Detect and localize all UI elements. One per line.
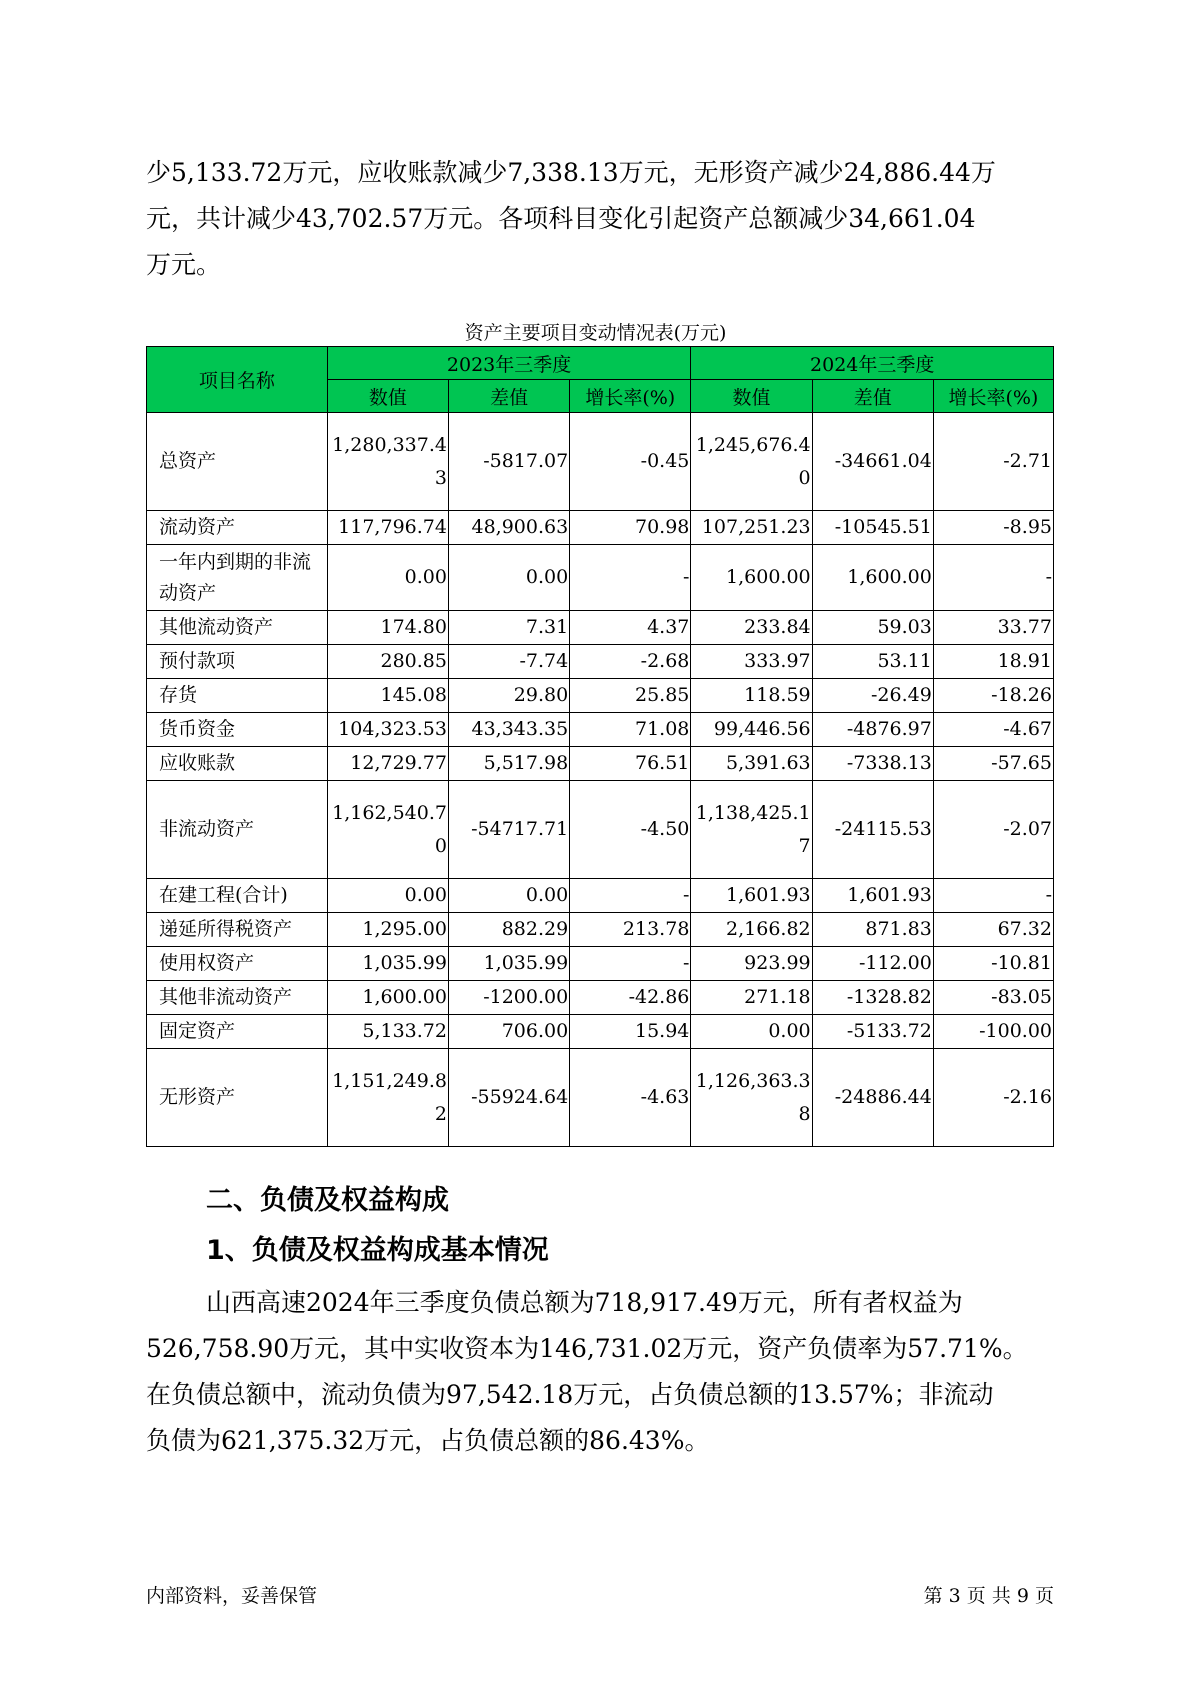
cell-rate-2024: -4.67: [933, 713, 1053, 747]
cell-value-2023: 1,600.00: [327, 981, 448, 1015]
cell-value-2024: 2,166.82: [691, 913, 812, 947]
cell-rate-2024: 18.91: [933, 645, 1053, 679]
cell-diff-2023: 5,517.98: [448, 747, 569, 781]
cell-value-2023: 117,796.74: [327, 511, 448, 545]
subsection-heading: 1、负债及权益构成基本情况: [206, 1235, 549, 1266]
cell-rate-2023: 71.08: [570, 713, 691, 747]
cell-rate-2024: -2.71: [933, 413, 1053, 511]
cell-rate-2024: -: [933, 545, 1053, 611]
cell-rate-2024: -: [933, 879, 1053, 913]
row-name: 递延所得税资产: [147, 913, 328, 947]
table-row: [147, 679, 1054, 713]
intro-line: 万元。: [146, 250, 222, 279]
cell-value-2023: 1,280,337.43: [327, 413, 448, 511]
table-row: [147, 981, 1054, 1015]
row-name: 总资产: [147, 413, 328, 511]
table-row: [147, 947, 1054, 981]
cell-diff-2024: 1,601.93: [812, 879, 933, 913]
row-name: 其他非流动资产: [147, 981, 328, 1015]
row-name: 预付款项: [147, 645, 328, 679]
cell-value-2023: 0.00: [327, 879, 448, 913]
cell-diff-2023: -5817.07: [448, 413, 569, 511]
row-name: 应收账款: [147, 747, 328, 781]
cell-diff-2024: -5133.72: [812, 1015, 933, 1049]
row-name: 使用权资产: [147, 947, 328, 981]
header-period-2023: 2023年三季度: [327, 347, 691, 380]
table-row: [147, 413, 1054, 511]
table-caption: 资产主要项目变动情况表(万元): [464, 322, 727, 344]
footer-note: 内部资料，妥善保管: [146, 1585, 318, 1607]
cell-diff-2023: 43,343.35: [448, 713, 569, 747]
cell-diff-2024: 1,600.00: [812, 545, 933, 611]
cell-diff-2023: 706.00: [448, 1015, 569, 1049]
cell-value-2023: 174.80: [327, 611, 448, 645]
cell-diff-2023: 882.29: [448, 913, 569, 947]
cell-diff-2024: -24115.53: [812, 781, 933, 879]
table-row: [147, 1049, 1054, 1147]
cell-rate-2023: 15.94: [570, 1015, 691, 1049]
header-diff: 差值: [448, 380, 569, 413]
cell-diff-2024: -24886.44: [812, 1049, 933, 1147]
cell-value-2024: 99,446.56: [691, 713, 812, 747]
cell-rate-2023: 76.51: [570, 747, 691, 781]
table-row: [147, 1015, 1054, 1049]
header-period-2024: 2024年三季度: [691, 347, 1054, 380]
cell-rate-2023: -: [570, 545, 691, 611]
row-name: 存货: [147, 679, 328, 713]
intro-line: 元，共计减少43,702.57万元。各项科目变化引起资产总额减少34,661.04: [146, 204, 976, 233]
header-item-name: 项目名称: [147, 347, 328, 413]
cell-value-2024: 118.59: [691, 679, 812, 713]
cell-rate-2024: 33.77: [933, 611, 1053, 645]
cell-value-2024: 1,138,425.17: [691, 781, 812, 879]
cell-diff-2024: -4876.97: [812, 713, 933, 747]
asset-change-table: [146, 346, 1054, 1147]
cell-value-2024: 1,245,676.40: [691, 413, 812, 511]
cell-diff-2024: 59.03: [812, 611, 933, 645]
cell-rate-2023: 213.78: [570, 913, 691, 947]
row-name: 货币资金: [147, 713, 328, 747]
cell-value-2024: 0.00: [691, 1015, 812, 1049]
header-diff: 差值: [812, 380, 933, 413]
cell-rate-2024: -100.00: [933, 1015, 1053, 1049]
row-name: 在建工程(合计): [147, 879, 328, 913]
row-name: 其他流动资产: [147, 611, 328, 645]
cell-diff-2024: -34661.04: [812, 413, 933, 511]
cell-value-2024: 1,126,363.38: [691, 1049, 812, 1147]
row-name: 固定资产: [147, 1015, 328, 1049]
cell-value-2023: 12,729.77: [327, 747, 448, 781]
cell-rate-2023: -2.68: [570, 645, 691, 679]
cell-value-2024: 333.97: [691, 645, 812, 679]
header-value: 数值: [327, 380, 448, 413]
page-number: 第 3 页 共 9 页: [923, 1585, 1054, 1607]
cell-rate-2023: -42.86: [570, 981, 691, 1015]
cell-diff-2024: -26.49: [812, 679, 933, 713]
cell-rate-2024: -57.65: [933, 747, 1053, 781]
liability-line: 山西高速2024年三季度负债总额为718,917.49万元，所有者权益为: [206, 1288, 963, 1317]
cell-rate-2024: -2.16: [933, 1049, 1053, 1147]
liability-line: 在负债总额中，流动负债为97,542.18万元，占负债总额的13.57%；非流动: [146, 1380, 994, 1409]
cell-value-2023: 104,323.53: [327, 713, 448, 747]
cell-diff-2023: -7.74: [448, 645, 569, 679]
intro-paragraph: [146, 150, 1054, 288]
cell-diff-2023: -1200.00: [448, 981, 569, 1015]
cell-rate-2024: 67.32: [933, 913, 1053, 947]
cell-value-2023: 280.85: [327, 645, 448, 679]
row-name: 一年内到期的非流动资产: [147, 545, 328, 611]
cell-value-2024: 1,601.93: [691, 879, 812, 913]
table-row: [147, 713, 1054, 747]
cell-diff-2024: -1328.82: [812, 981, 933, 1015]
cell-rate-2023: -4.63: [570, 1049, 691, 1147]
cell-rate-2023: -4.50: [570, 781, 691, 879]
cell-rate-2023: -: [570, 879, 691, 913]
cell-diff-2023: -55924.64: [448, 1049, 569, 1147]
cell-diff-2024: 53.11: [812, 645, 933, 679]
table-row: [147, 913, 1054, 947]
cell-rate-2023: -0.45: [570, 413, 691, 511]
cell-diff-2023: 48,900.63: [448, 511, 569, 545]
cell-rate-2023: 70.98: [570, 511, 691, 545]
cell-value-2023: 145.08: [327, 679, 448, 713]
cell-diff-2023: 0.00: [448, 879, 569, 913]
cell-diff-2024: -112.00: [812, 947, 933, 981]
cell-diff-2023: 0.00: [448, 545, 569, 611]
cell-value-2024: 5,391.63: [691, 747, 812, 781]
cell-value-2023: 1,035.99: [327, 947, 448, 981]
cell-rate-2024: -2.07: [933, 781, 1053, 879]
table-row: [147, 879, 1054, 913]
liability-line: 526,758.90万元，其中实收资本为146,731.02万元，资产负债率为57.71%。: [146, 1334, 1028, 1363]
row-name: 非流动资产: [147, 781, 328, 879]
table-row: [147, 645, 1054, 679]
header-value: 数值: [691, 380, 812, 413]
cell-value-2023: 5,133.72: [327, 1015, 448, 1049]
cell-rate-2023: 4.37: [570, 611, 691, 645]
table-row: [147, 611, 1054, 645]
header-rate: 增长率(%): [933, 380, 1053, 413]
cell-rate-2024: -10.81: [933, 947, 1053, 981]
liability-line: 负债为621,375.32万元，占负债总额的86.43%。: [146, 1426, 710, 1455]
cell-value-2024: 271.18: [691, 981, 812, 1015]
section-heading: 二、负债及权益构成: [206, 1185, 449, 1216]
cell-value-2023: 1,151,249.82: [327, 1049, 448, 1147]
cell-value-2024: 107,251.23: [691, 511, 812, 545]
cell-diff-2023: 1,035.99: [448, 947, 569, 981]
cell-value-2024: 233.84: [691, 611, 812, 645]
table-row: [147, 545, 1054, 611]
header-rate: 增长率(%): [570, 380, 691, 413]
cell-value-2023: 1,295.00: [327, 913, 448, 947]
cell-rate-2024: -18.26: [933, 679, 1053, 713]
cell-diff-2024: 871.83: [812, 913, 933, 947]
table-row: [147, 747, 1054, 781]
cell-value-2024: 923.99: [691, 947, 812, 981]
table-row: [147, 511, 1054, 545]
cell-rate-2023: 25.85: [570, 679, 691, 713]
cell-rate-2023: -: [570, 947, 691, 981]
cell-rate-2024: -83.05: [933, 981, 1053, 1015]
cell-diff-2023: 7.31: [448, 611, 569, 645]
cell-diff-2023: -54717.71: [448, 781, 569, 879]
cell-value-2023: 1,162,540.70: [327, 781, 448, 879]
cell-value-2024: 1,600.00: [691, 545, 812, 611]
cell-value-2023: 0.00: [327, 545, 448, 611]
cell-diff-2024: -10545.51: [812, 511, 933, 545]
row-name: 流动资产: [147, 511, 328, 545]
liability-paragraph: [146, 1280, 1054, 1464]
cell-diff-2023: 29.80: [448, 679, 569, 713]
row-name: 无形资产: [147, 1049, 328, 1147]
cell-rate-2024: -8.95: [933, 511, 1053, 545]
cell-diff-2024: -7338.13: [812, 747, 933, 781]
intro-line: 少5,133.72万元，应收账款减少7,338.13万元，无形资产减少24,886.44万: [146, 158, 996, 187]
table-row: [147, 781, 1054, 879]
